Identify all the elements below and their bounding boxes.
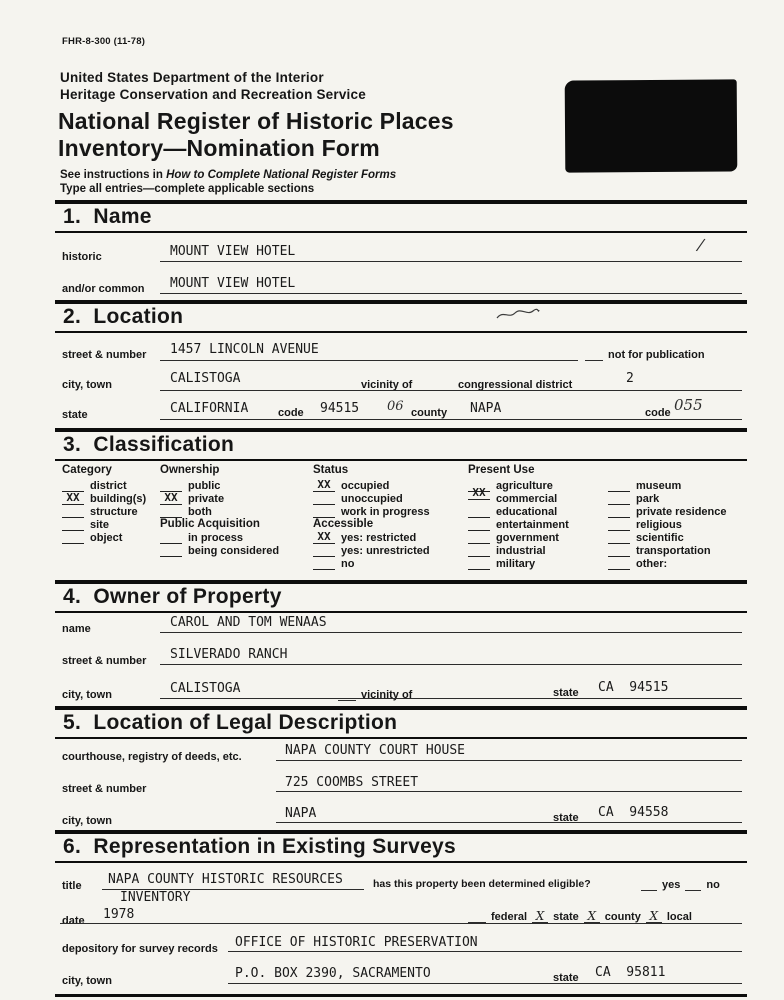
- classification-item: [608, 557, 727, 570]
- state-label: state: [62, 409, 88, 421]
- survey-state-value: CA 95811: [595, 965, 666, 980]
- checkbox-mark: [468, 531, 490, 544]
- not-for-publication-label: not for publication: [608, 349, 705, 361]
- classification-present-use-column1: [468, 464, 569, 570]
- checkbox-mark: [313, 544, 335, 557]
- classification-item-label: occupied: [341, 480, 390, 492]
- county-value: NAPA: [470, 401, 502, 416]
- classification-item-label: educational: [496, 506, 558, 518]
- checkbox-mark: XX: [313, 479, 335, 492]
- classification-item: [468, 544, 569, 557]
- category-header: Category: [62, 464, 112, 476]
- not-for-publication-group: [585, 349, 705, 361]
- owner-city-value: CALISTOGA: [170, 681, 241, 696]
- section-3-header: [55, 428, 747, 461]
- section-5-heading: 5. Location of Legal Description: [63, 711, 398, 734]
- field-underline: [276, 822, 742, 823]
- owner-name-label: name: [62, 623, 91, 635]
- classification-item: [468, 505, 569, 518]
- classification-item-label: yes: restricted: [341, 532, 417, 544]
- document-title-line2: Inventory—Nomination Form: [58, 135, 380, 161]
- classification-item-label: both: [188, 506, 212, 518]
- classification-item: [608, 479, 727, 492]
- street-label: street & number: [62, 349, 147, 361]
- classification-item: [608, 492, 727, 505]
- legal-city-value: NAPA: [285, 806, 317, 821]
- classification-item: [160, 492, 279, 505]
- section-6-header: [55, 830, 747, 863]
- county-level-label: county: [604, 911, 641, 923]
- classification-item: [608, 518, 727, 531]
- classification-item: [313, 479, 430, 492]
- classification-item: [608, 531, 727, 544]
- status-header: Status: [313, 464, 349, 476]
- bottom-section-bar: [55, 994, 747, 997]
- handwritten-county-code: 055: [674, 396, 703, 414]
- city-label: city, town: [62, 379, 112, 391]
- classification-item: [468, 557, 569, 570]
- survey-title-label: title: [62, 880, 82, 892]
- classification-item-label: object: [90, 532, 123, 544]
- classification-item: [313, 557, 430, 570]
- checkbox-mark: [160, 505, 182, 518]
- state-value: CALIFORNIA: [170, 401, 249, 416]
- classification-item: [62, 531, 146, 544]
- checkbox-mark: [608, 505, 630, 518]
- checkbox-mark: [468, 544, 490, 557]
- checkbox-mark: [62, 505, 84, 518]
- congressional-district-label: congressional district: [458, 379, 573, 391]
- survey-city-value: P.O. BOX 2390, SACRAMENTO: [235, 966, 431, 981]
- classification-item-label: district: [90, 480, 127, 492]
- common-label: and/or common: [62, 283, 145, 295]
- classification-item: [468, 518, 569, 531]
- county-label: county: [411, 407, 448, 419]
- classification-item-label: private: [188, 493, 225, 505]
- survey-level-group: [468, 910, 692, 923]
- survey-date-label: date: [62, 915, 85, 927]
- field-underline: [160, 261, 742, 262]
- owner-name-value: CAROL AND TOM WENAAS: [170, 615, 327, 630]
- classification-item: [62, 505, 146, 518]
- checkbox-mark: [608, 544, 630, 557]
- classification-present-use-column2: [608, 479, 727, 570]
- classification-item-label: scientific: [636, 532, 684, 544]
- instructions-prefix: See instructions in: [60, 169, 167, 181]
- section-1-header: [55, 200, 747, 233]
- classification-item-label: unoccupied: [341, 493, 403, 505]
- ownership-header: Ownership: [160, 464, 220, 476]
- no-label: no: [706, 879, 720, 891]
- county-checkbox-mark: X: [584, 910, 600, 923]
- owner-state-value: CA 94515: [598, 680, 669, 695]
- classification-item-label: religious: [636, 519, 682, 531]
- field-underline: [160, 293, 742, 294]
- legal-city-label: city, town: [62, 815, 112, 827]
- checkbox-blank: [585, 350, 603, 361]
- legal-state-value: CA 94558: [598, 805, 669, 820]
- checkbox-mark: [608, 557, 630, 570]
- owner-street-value: SILVERADO RANCH: [170, 647, 288, 662]
- state-code-value: 94515: [320, 401, 360, 416]
- checkbox-mark: XX: [468, 487, 490, 500]
- survey-state-label: state: [553, 972, 579, 984]
- classification-item-label: museum: [636, 480, 682, 492]
- classification-item-label: no: [341, 558, 355, 570]
- field-underline: [276, 791, 742, 792]
- accessible-header: Accessible: [313, 518, 374, 530]
- classification-item-label: work in progress: [341, 506, 430, 518]
- checkbox-mark: [468, 557, 490, 570]
- county-code-label: code: [645, 407, 671, 419]
- classification-item: [62, 518, 146, 531]
- legal-street-value: 725 COOMBS STREET: [285, 775, 419, 790]
- depository-label: depository for survey records: [62, 943, 218, 955]
- vicinity-label: vicinity of: [361, 379, 413, 391]
- legal-street-label: street & number: [62, 783, 147, 795]
- checkbox-mark: [62, 518, 84, 531]
- checkbox-mark: [160, 544, 182, 557]
- owner-street-label: street & number: [62, 655, 147, 667]
- section-5-header: [55, 706, 747, 739]
- classification-item: [313, 492, 430, 505]
- field-underline: [228, 983, 742, 984]
- section-2-header: [55, 300, 747, 333]
- checkbox-mark: [313, 492, 335, 505]
- classification-item-label: military: [496, 558, 536, 570]
- document-title-line1: National Register of Historic Places: [58, 108, 454, 134]
- legal-state-label: state: [553, 812, 579, 824]
- checkbox-mark: [160, 531, 182, 544]
- state-code-label: code: [278, 407, 304, 419]
- classification-item-label: site: [90, 519, 109, 531]
- instructions-manual-title: How to Complete National Register Forms: [166, 169, 397, 181]
- classification-item: [468, 531, 569, 544]
- survey-date-value: 1978: [103, 907, 135, 922]
- state-checkbox-mark: X: [532, 910, 548, 923]
- classification-item-label: other:: [636, 558, 668, 570]
- checkbox-mark: [62, 531, 84, 544]
- checkbox-mark: [313, 505, 335, 518]
- form-number: FHR-8-300 (11-78): [62, 36, 146, 47]
- handwritten-slash: /: [696, 234, 705, 255]
- checkbox-mark: XX: [313, 531, 335, 544]
- field-underline: [160, 698, 742, 699]
- eligible-question-label: has this property been determined eligible?: [373, 878, 591, 890]
- owner-city-label: city, town: [62, 689, 112, 701]
- street-value: 1457 LINCOLN AVENUE: [170, 342, 319, 357]
- checkbox-mark: [608, 518, 630, 531]
- survey-city-label: city, town: [62, 975, 112, 987]
- handwritten-state-code: 06: [387, 399, 404, 414]
- classification-item-label: yes: unrestricted: [341, 545, 430, 557]
- field-underline: [228, 951, 742, 952]
- eligible-yes-no-group: [641, 878, 720, 891]
- classification-item: [313, 544, 430, 557]
- historic-label: historic: [62, 251, 102, 263]
- classification-item-label: transportation: [636, 545, 711, 557]
- classification-item-label: agriculture: [496, 480, 553, 492]
- checkbox-blank: [338, 690, 356, 701]
- owner-vicinity-group: [338, 689, 412, 701]
- owner-vicinity-label: vicinity of: [361, 689, 413, 701]
- common-value: MOUNT VIEW HOTEL: [170, 276, 296, 291]
- classification-item: [160, 544, 279, 557]
- section-6-heading: 6. Representation in Existing Surveys: [63, 835, 457, 858]
- field-underline: [276, 760, 742, 761]
- checkbox-mark: [313, 557, 335, 570]
- classification-item-label: public: [188, 480, 221, 492]
- section-1-heading: 1. Name: [63, 205, 152, 228]
- classification-item: [313, 505, 430, 518]
- section-4-heading: 4. Owner of Property: [63, 585, 282, 608]
- local-checkbox-mark: X: [646, 910, 662, 923]
- classification-item-label: park: [636, 493, 660, 505]
- section-4-header: [55, 580, 747, 613]
- agency-line1: United States Department of the Interior: [60, 70, 324, 85]
- checkbox-mark: XX: [62, 492, 84, 505]
- field-underline: [160, 360, 578, 361]
- checkbox-mark: [468, 505, 490, 518]
- classification-item-label: government: [496, 532, 559, 544]
- yes-checkbox-mark: [641, 878, 657, 891]
- no-checkbox-mark: [685, 878, 701, 891]
- depository-value: OFFICE OF HISTORIC PRESERVATION: [235, 935, 478, 950]
- classification-item-label: structure: [90, 506, 138, 518]
- survey-title-value-line2: INVENTORY: [120, 890, 191, 905]
- classification-status-column: [313, 464, 430, 570]
- classification-item: [160, 531, 279, 544]
- classification-item-label: private residence: [636, 506, 727, 518]
- classification-item-label: industrial: [496, 545, 546, 557]
- federal-checkbox-mark: [468, 910, 486, 923]
- classification-item-label: in process: [188, 532, 244, 544]
- federal-label: federal: [491, 911, 528, 923]
- checkbox-mark: [608, 479, 630, 492]
- courthouse-label: courthouse, registry of deeds, etc.: [62, 751, 242, 763]
- field-underline: [160, 632, 742, 633]
- checkbox-mark: [608, 492, 630, 505]
- instructions-line1: [60, 169, 396, 181]
- survey-title-value: NAPA COUNTY HISTORIC RESOURCES: [108, 872, 343, 887]
- public-acquisition-header: Public Acquisition: [160, 518, 260, 530]
- field-underline: [160, 664, 742, 665]
- present-use-header: Present Use: [468, 464, 535, 476]
- state-level-label: state: [553, 911, 579, 923]
- classification-item-label: entertainment: [496, 519, 569, 531]
- local-level-label: local: [666, 911, 692, 923]
- classification-item: [160, 505, 279, 518]
- historic-value: MOUNT VIEW HOTEL: [170, 244, 296, 259]
- checkbox-mark: XX: [160, 492, 182, 505]
- checkbox-mark: [608, 531, 630, 544]
- redaction-block: [565, 79, 738, 172]
- classification-item: [313, 531, 430, 544]
- city-value: CALISTOGA: [170, 371, 241, 386]
- classification-item-label: building(s): [90, 493, 147, 505]
- classification-item: [608, 544, 727, 557]
- field-underline: [160, 419, 742, 420]
- section-3-heading: 3. Classification: [63, 433, 235, 456]
- classification-item: [608, 505, 727, 518]
- field-underline: [60, 923, 742, 924]
- courthouse-value: NAPA COUNTY COURT HOUSE: [285, 743, 466, 758]
- checkbox-mark: [468, 518, 490, 531]
- owner-state-label: state: [553, 687, 579, 699]
- classification-item: [62, 492, 146, 505]
- agency-line2: Heritage Conservation and Recreation Service: [60, 87, 366, 102]
- classification-item-label: commercial: [496, 493, 558, 505]
- field-underline: [160, 390, 742, 391]
- yes-label: yes: [662, 879, 681, 891]
- classification-ownership-column: [160, 464, 279, 557]
- classification-category-column: [62, 464, 146, 544]
- congressional-district-value: 2: [626, 371, 634, 386]
- classification-item-label: being considered: [188, 545, 280, 557]
- handwritten-squiggle: [495, 306, 541, 322]
- instructions-line2: Type all entries—complete applicable sections: [60, 183, 315, 195]
- section-2-heading: 2. Location: [63, 305, 184, 328]
